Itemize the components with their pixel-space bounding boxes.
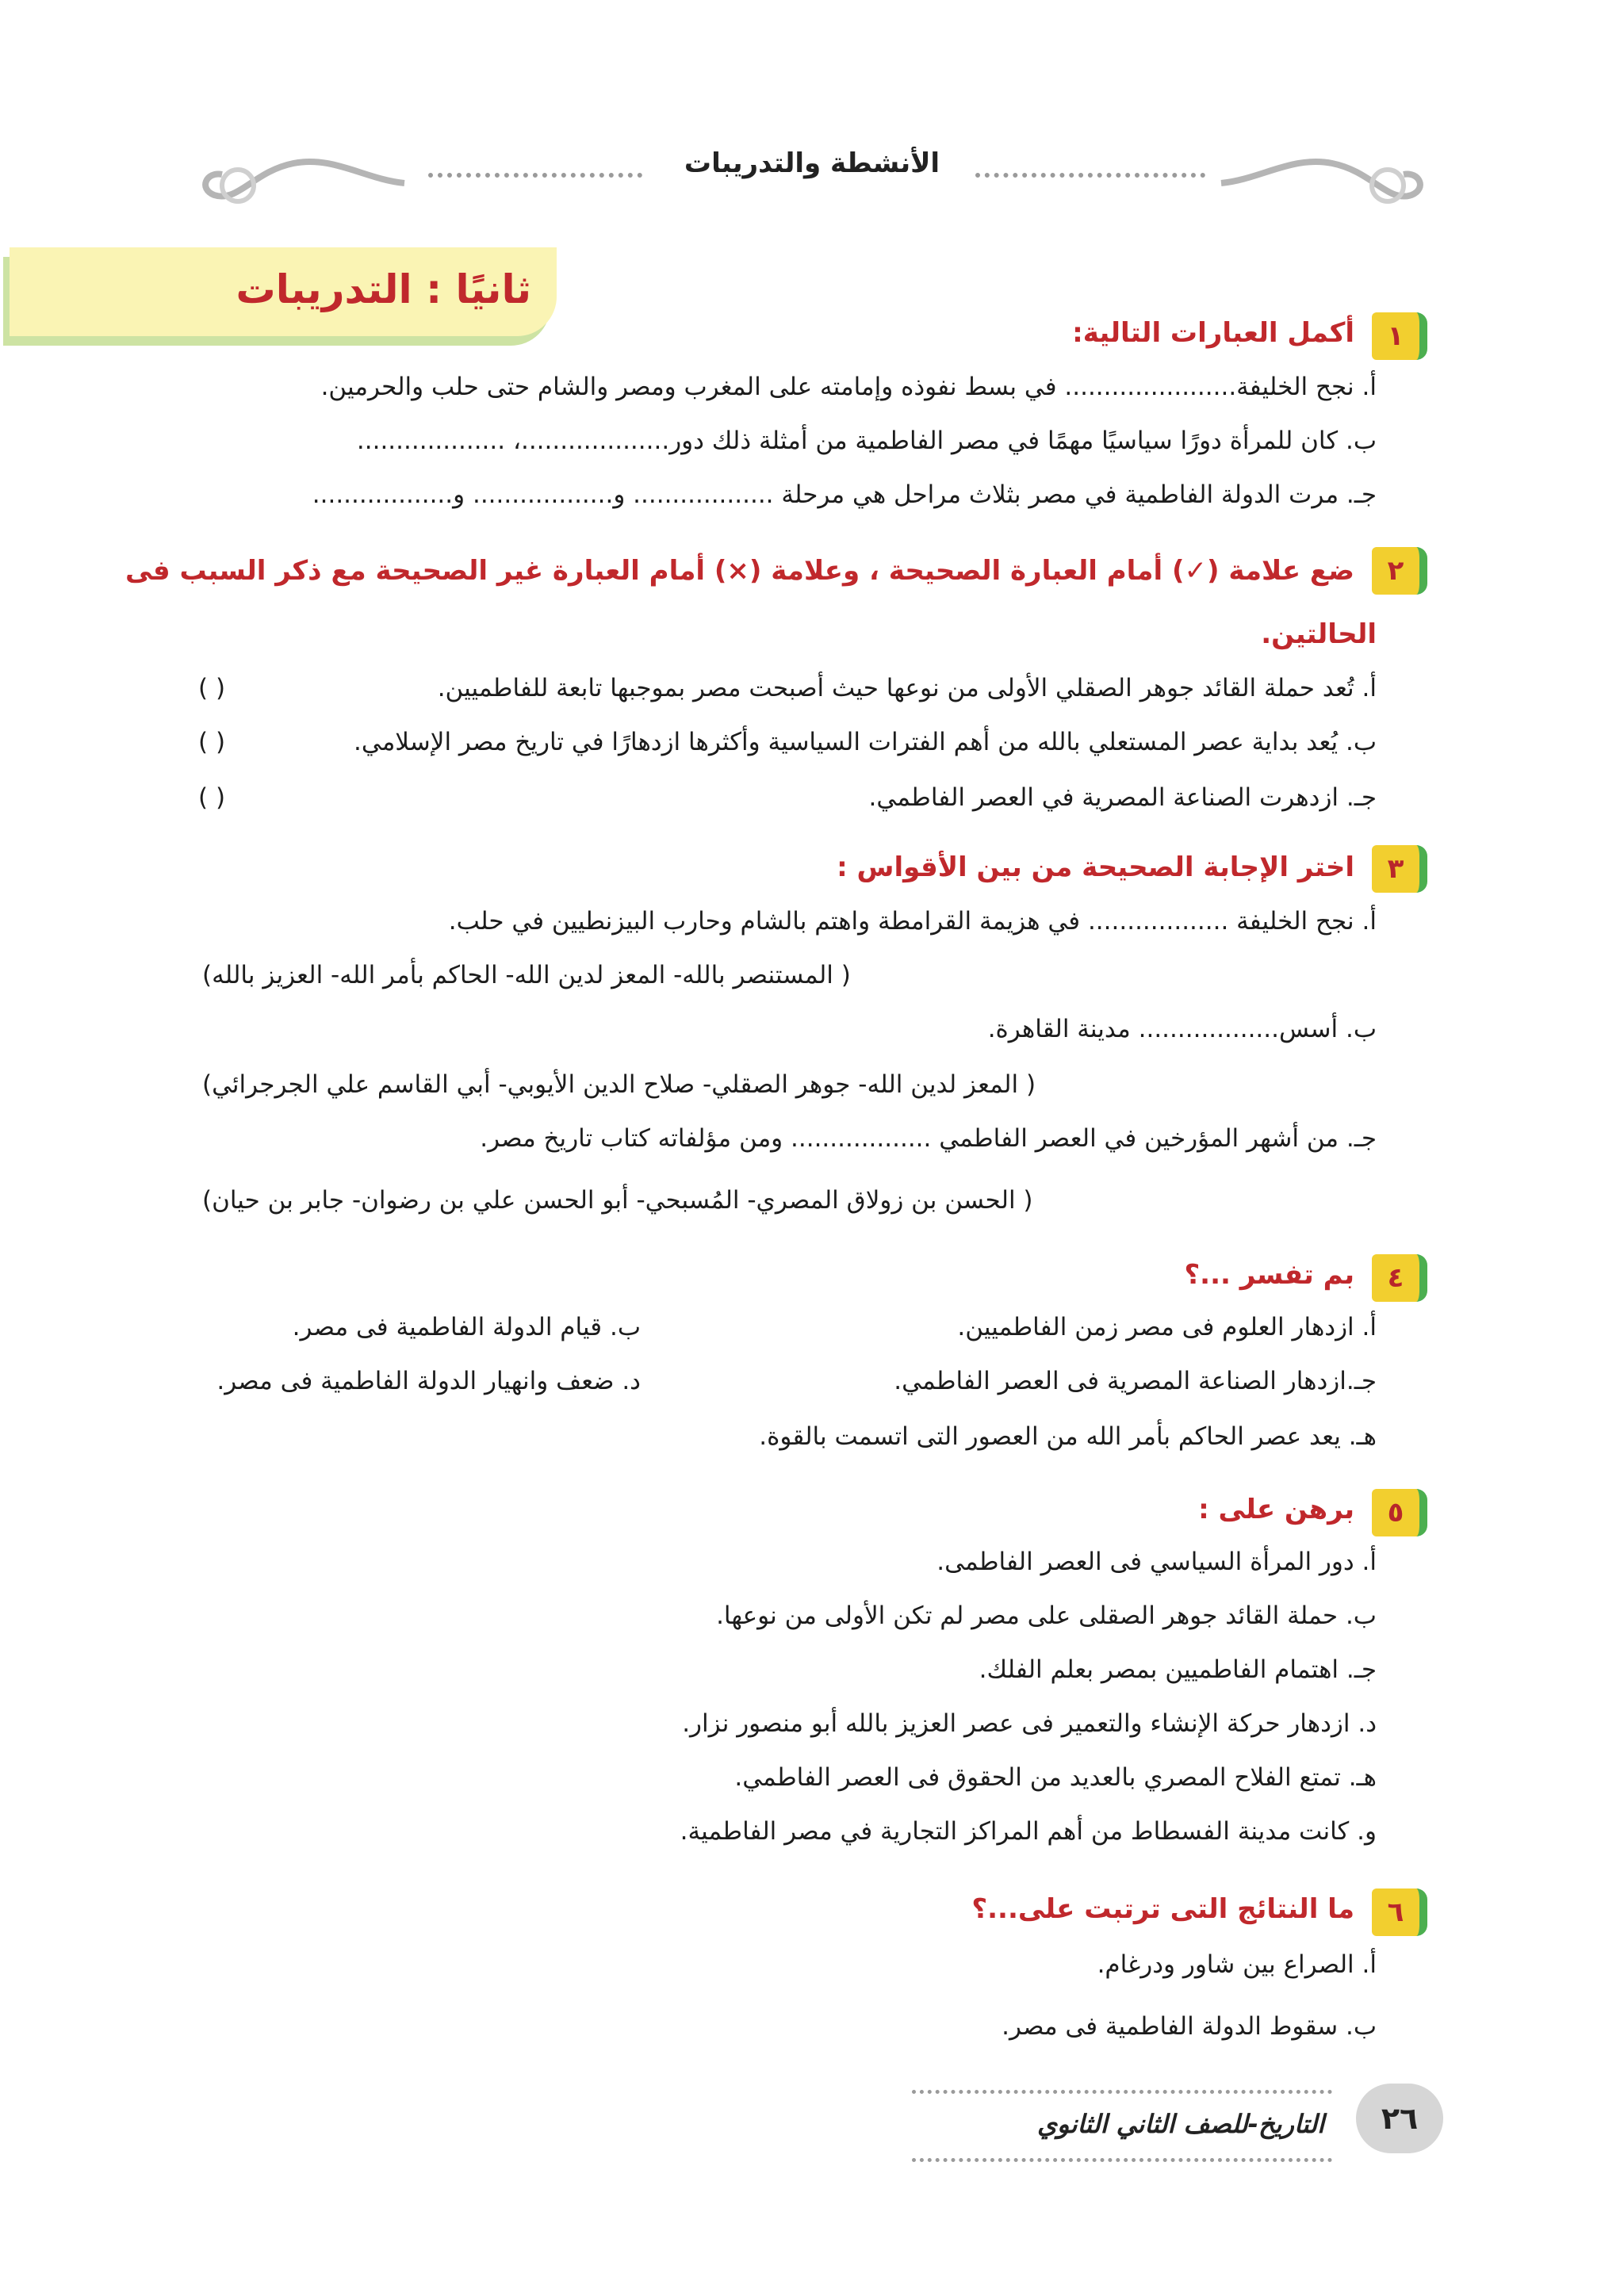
section-number-badge: ٤	[1372, 1254, 1427, 1302]
choices-line: ( المعز لدين الله- جوهر الصقلي- صلاح الدين الأيوبي- أبي القاسم علي الجرجرائي)	[202, 1070, 1036, 1099]
exercise-item: أ. دور المرأة السياسي فى العصر الفاطمى.	[936, 1548, 1377, 1576]
section-title: برهن على :	[1198, 1494, 1354, 1525]
exercise-item: هـ. يعد عصر الحاكم بأمر الله من العصور التى اتسمت بالقوة.	[759, 1422, 1377, 1451]
exercise-item: ب. قيام الدولة الفاطمية فى مصر.	[292, 1313, 641, 1341]
section-title: بم تفسر ...؟	[1184, 1259, 1354, 1291]
section-number-badge: ٢	[1372, 547, 1427, 595]
header-ornament-right-icon	[1213, 147, 1435, 219]
exercise-item: ب. يُعد بداية عصر المستعلي بالله من أهم الفترات السياسية وأكثرها ازدهارًا في تاريخ مصر الإسلامي.	[354, 728, 1377, 756]
exercise-item: و. كانت مدينة الفسطاط من أهم المراكز التجارية في مصر الفاطمية.	[680, 1817, 1377, 1846]
page-number: ٢٦	[1356, 2084, 1443, 2153]
exercise-item: أ. تُعد حملة القائد جوهر الصقلي الأولى من نوعها حيث أصبحت مصر بموجبها تابعة للفاطميين.	[437, 674, 1377, 702]
section-title: أكمل العبارات التالية:	[1072, 317, 1354, 349]
section-number-badge: ٣	[1372, 845, 1427, 893]
answer-box[interactable]: ( )	[198, 674, 226, 702]
header-dots-left	[428, 173, 642, 178]
exercise-item: أ. ازدهار العلوم فى مصر زمن الفاطميين.	[957, 1313, 1377, 1341]
exercise-item: جـ. ازدهرت الصناعة المصرية في العصر الفاطمي.	[868, 783, 1377, 812]
section-number-badge: ٦	[1372, 1888, 1427, 1936]
exercise-item: أ. نجح الخليفة...................... في بسط نفوذه وإمامته على المغرب ومصر والشام حتى حلب والحرمين.	[320, 373, 1377, 401]
page-title: ثانيًا : التدريبات	[236, 266, 531, 312]
section-number-badge: ٥	[1372, 1489, 1427, 1536]
exercise-item: ب. أسس.................. مدينة القاهرة.	[987, 1015, 1377, 1043]
section-number-badge: ١	[1372, 312, 1427, 360]
exercise-item: أ. نجح الخليفة .................. في هزيمة القرامطة واهتم بالشام وحارب البيزنطيين في حلب.	[448, 907, 1377, 936]
exercise-item: جـ. اهتمام الفاطميين بمصر بعلم الفلك.	[979, 1655, 1377, 1684]
footer-dots-bottom	[912, 2158, 1332, 2162]
footer-dots-top	[912, 2090, 1332, 2094]
choices-line: ( الحسن بن زولاق المصري- المُسبحي- أبو الحسن علي بن رضوان- جابر بن حيان)	[202, 1186, 1033, 1215]
exercise-item: ب. كان للمرأة دورًا سياسيًا مهمًا في مصر الفاطمية من أمثلة ذلك دور...................، ...................	[356, 427, 1377, 455]
exercise-item: ب. حملة القائد جوهر الصقلى على مصر لم تكن الأولى من نوعها.	[716, 1601, 1377, 1630]
exercise-item: هـ. تمتع الفلاح المصري بالعديد من الحقوق فى العصر الفاطمي.	[734, 1763, 1377, 1792]
section-title: ضع علامة (✓) أمام العبارة الصحيحة ، وعلامة (×) أمام العبارة غير الصحيحة مع ذكر السبب فى	[125, 555, 1354, 587]
footer-title: التاريخ-للصف الثاني الثانوي	[1037, 2109, 1324, 2139]
exercise-item: د. ازدهار حركة الإنشاء والتعمير فى عصر العزيز بالله أبو منصور نزار.	[682, 1709, 1377, 1738]
exercise-item: جـ. من أشهر المؤرخين في العصر الفاطمي .................. ومن مؤلفاته كتاب تاريخ مصر.	[480, 1124, 1377, 1153]
section-title: ما النتائج التى ترتبت على...؟	[971, 1893, 1354, 1925]
header-title: الأنشطة والتدريبات	[684, 147, 940, 179]
answer-box[interactable]: ( )	[198, 783, 226, 812]
answer-box[interactable]: ( )	[198, 728, 226, 756]
header-dots-right	[975, 173, 1205, 178]
exercise-item: جـ.ازدهار الصناعة المصرية فى العصر الفاطمي.	[894, 1367, 1377, 1395]
exercise-item: أ. الصراع بين شاور ودرغام.	[1097, 1950, 1377, 1979]
exercise-item: د. ضعف وانهيار الدولة الفاطمية فى مصر.	[216, 1367, 641, 1395]
exercise-item: جـ. مرت الدولة الفاطمية في مصر بثلاث مراحل هي مرحلة .................. و.................. و..................	[312, 480, 1377, 509]
section-title-continued: الحالتين.	[1261, 618, 1377, 650]
section-title: اختر الإجابة الصحيحة من بين الأقواس :	[837, 851, 1354, 883]
header-ornament-left-icon	[190, 147, 412, 219]
exercise-item: ب. سقوط الدولة الفاطمية فى مصر.	[1002, 2012, 1377, 2041]
choices-line: ( المستنصر بالله- المعز لدين الله- الحاكم بأمر الله- العزيز بالله)	[202, 961, 851, 989]
